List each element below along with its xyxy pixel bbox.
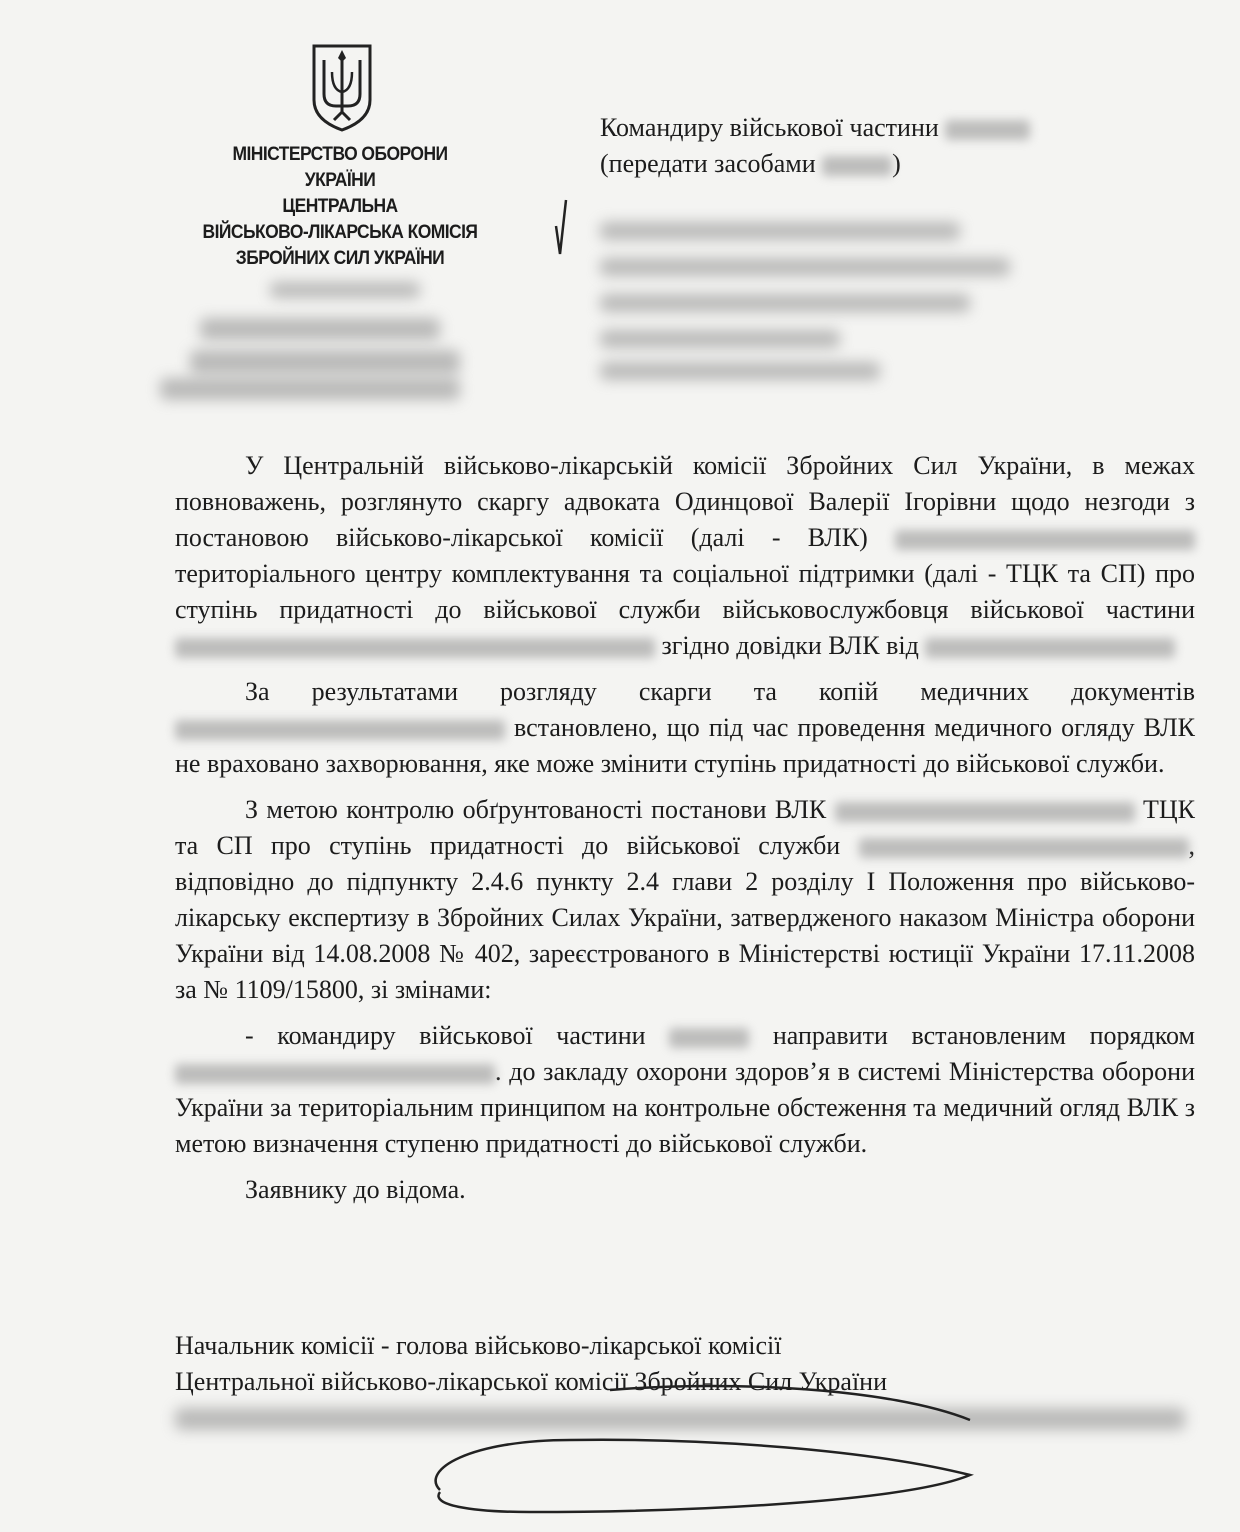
paragraph-2-text-b: встановлено, що під час проведення медичного огляду ВЛК не враховано захворювання, яке може змінити ступінь придатності до військової служби. [175,713,1195,778]
paragraph-1 [175,448,1195,664]
paragraph-3-text-a: З метою контролю обґрунтованості постанови ВЛК [245,795,827,824]
redacted-registration [200,318,440,340]
redacted-unit-and-soldier [175,638,655,658]
ministry-line-2: УКРАЇНИ [304,170,376,191]
redacted-tck-name [835,802,1135,822]
redacted-certificate-date [925,638,1175,658]
redacted-address-line [600,330,840,348]
redacted-channel [822,156,892,176]
addressee-block [600,110,1030,182]
redacted-address-line [600,258,1010,276]
paragraph-4-text-c: . до закладу охорони здоров’я в системі Міністерства оборони України за територіальним принципом на контрольне обстеження та медичний огляд ВЛК з метою визначення ступеню придатності до військової служби. [175,1057,1195,1158]
redacted-tck-name [895,530,1195,550]
signatory-title-line-2: Центральної військово-лікарської комісії Збройних Сил України [175,1367,887,1396]
redacted-registration [270,282,420,298]
ministry-header [184,142,497,272]
handwritten-signature [410,1380,1030,1520]
redacted-soldier-name [175,720,505,740]
paragraph-2 [175,674,1195,782]
redacted-address-line [600,294,970,312]
letter-body [175,448,1195,1208]
addressee-line-1: Командиру військової частини [600,113,939,142]
ministry-line-5: ЗБРОЙНИХ СИЛ УКРАЇНИ [235,248,445,269]
redacted-address-line [600,362,880,380]
redacted-unit-number [945,120,1030,140]
paragraph-3 [175,792,1195,1008]
ministry-line-3: ЦЕНТРАЛЬНА [282,196,398,217]
trident-coat-of-arms-icon [310,42,374,132]
redacted-soldier-name [175,1064,495,1084]
paragraph-3-text-c: , відповідно до підпункту 2.4.6 пункту 2.4 глави 2 розділу І Положення про військово-лікарську експертизу в Збройних Силах України, затвердженого наказом Міністра оборони України від 14.08.2008 № 402, зареєстрованого в Міністерстві юстиції України 17.11.2008 за № 1109/15800, зі змінами: [175,831,1195,1004]
paragraph-1-text-a: У Центральній військово-лікарській комісії Збройних Сил України, в межах повноважень, розглянуто скаргу адвоката Одинцової Валерії Ігорівни щодо незгоди з постановою військово-лікарської комісії (далі - ВЛК) [175,451,1195,552]
paragraph-2-text-a: За результатами розгляду скарги та копій медичних документів [245,677,1195,706]
ministry-line-1: МІНІСТЕРСТВО ОБОРОНИ [232,144,448,165]
signatory-title-line-1: Начальник комісії - голова військово-лікарської комісії [175,1331,782,1360]
paragraph-1-text-c: згідно довідки ВЛК від [661,631,919,660]
addressee-line-2: (передати засобами [600,149,816,178]
paragraph-4-text-b: направити встановленим порядком [772,1021,1195,1050]
redacted-unit-number [669,1028,749,1048]
ministry-line-4: ВІЙСЬКОВО-ЛІКАРСЬКА КОМІСІЯ [202,222,478,243]
paragraph-1-text-b: територіального центру комплектування та соціальної підтримки (далі - ТЦК та СП) про ступінь придатності до військової служби військовослужбовця військової частини [175,559,1195,624]
redacted-soldier-name [859,838,1189,858]
redacted-registration [160,378,460,400]
paragraph-4 [175,1018,1195,1162]
paragraph-5: Заявнику до відома. [245,1175,466,1204]
redacted-registration [190,350,460,374]
addressee-line-2-close: ) [892,149,901,178]
paragraph-4-text-a: - командиру військової частини [245,1021,646,1050]
handwritten-check-mark [550,196,574,258]
paragraph-3-text-b: ТЦК та СП про ступінь придатності до військової служби [175,795,1195,860]
redacted-address-line [600,222,960,240]
